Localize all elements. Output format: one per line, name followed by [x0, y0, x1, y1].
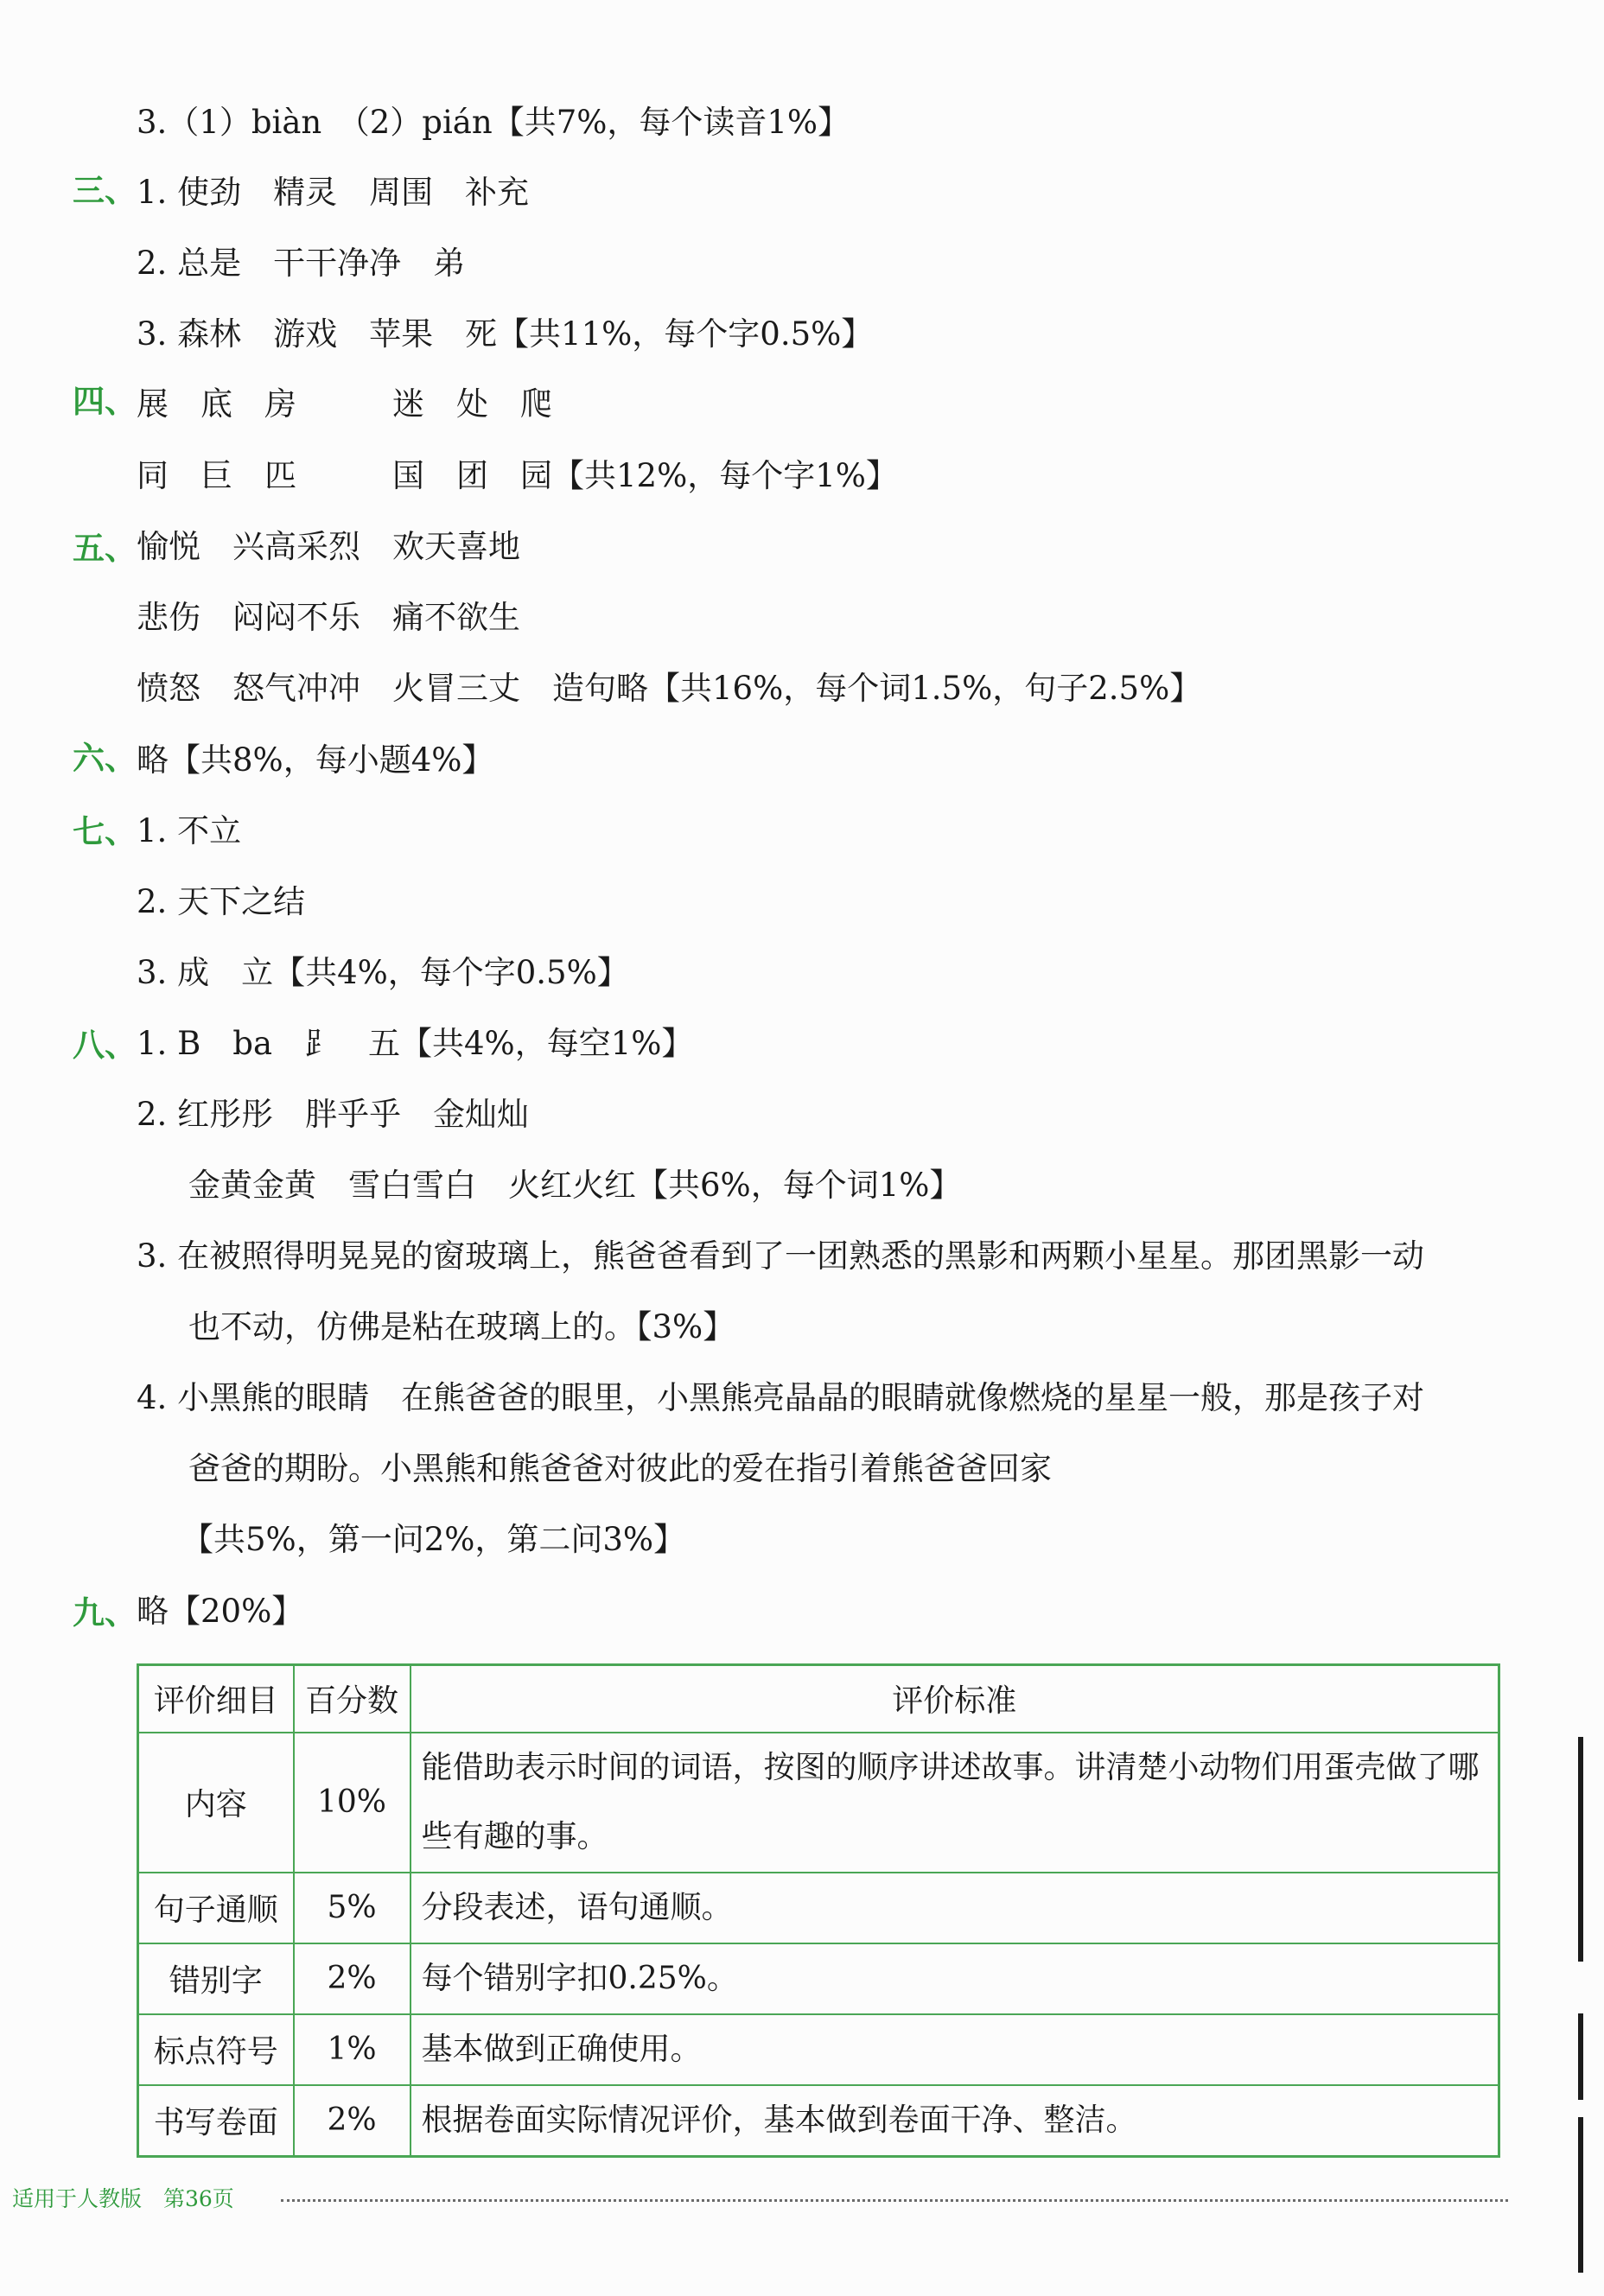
cell-percent: 2% [294, 2085, 411, 2157]
evaluation-table [137, 1663, 1500, 2158]
table-row [138, 1943, 1499, 2014]
cell-item: 内容 [138, 1733, 294, 1873]
answer-line: 略【20%】 [137, 1593, 304, 1630]
answer-line: 2. 红彤彤 胖乎乎 金灿灿 [137, 1096, 530, 1133]
header-standard: 评价标准 [411, 1665, 1499, 1733]
section-marker-9: 九、 [73, 1594, 137, 1631]
section-marker-8: 八、 [73, 1027, 137, 1064]
answer-line: 1. B ba ⻊ 五【共4%，每空1%】 [137, 1025, 694, 1062]
answer-line: 也不动，仿佛是粘在玻璃上的。【3%】 [188, 1308, 735, 1345]
answer-line: 略【共8%，每小题4%】 [137, 741, 494, 779]
answer-line: 2. 总是 干干净净 弟 [137, 245, 466, 282]
table-row [138, 1873, 1499, 1943]
answer-line: 展 底 房 迷 处 爬 [137, 385, 552, 423]
cell-standard: 能借助表示时间的词语，按图的顺序讲述故事。讲清楚小动物们用蛋壳做了哪些有趣的事。 [411, 1733, 1499, 1873]
section-marker-7: 七、 [73, 813, 137, 850]
cell-percent: 2% [294, 1943, 411, 2014]
answer-line: 爸爸的期盼。小黑熊和熊爸爸对彼此的爱在指引着熊爸爸回家 [188, 1450, 1052, 1487]
answer-line: 悲伤 闷闷不乐 痛不欲生 [137, 599, 520, 636]
answer-line: 4. 小黑熊的眼睛 在熊爸爸的眼里，小黑熊亮晶晶的眼睛就像燃烧的星星一般，那是孩子对 [137, 1379, 1425, 1416]
answer-line: 同 巨 匹 国 团 园【共12%，每个字1%】 [137, 457, 898, 494]
scan-edge-mark [1578, 1737, 1583, 1962]
cell-item: 句子通顺 [138, 1873, 294, 1943]
section-marker-3: 三、 [73, 172, 137, 209]
header-percent: 百分数 [294, 1665, 411, 1733]
cell-standard: 每个错别字扣0.25%。 [411, 1943, 1499, 2014]
answer-line: 1. 使劲 精灵 周围 补充 [137, 174, 530, 211]
cell-percent: 10% [294, 1733, 411, 1873]
cell-item: 错别字 [138, 1943, 294, 2014]
answer-line: 3. 森林 游戏 苹果 死【共11%，每个字0.5%】 [137, 315, 874, 353]
header-item: 评价细目 [138, 1665, 294, 1733]
cell-standard: 分段表述，语句通顺。 [411, 1873, 1499, 1943]
scan-edge-mark [1578, 2117, 1583, 2273]
table-row [138, 2014, 1499, 2085]
section-marker-6: 六、 [73, 740, 137, 777]
cell-percent: 1% [294, 2014, 411, 2085]
answer-line: 金黄金黄 雪白雪白 火红火红【共6%，每个词1%】 [188, 1167, 962, 1204]
table-header-row [138, 1665, 1499, 1733]
answer-line: 愤怒 怒气冲冲 火冒三丈 造句略【共16%，每个词1.5%，句子2.5%】 [137, 670, 1202, 707]
answer-line: 3.（1）biàn （2）pián【共7%，每个读音1%】 [137, 104, 850, 141]
answer-line: 愉悦 兴高采烈 欢天喜地 [137, 528, 520, 565]
table-row [138, 1733, 1499, 1873]
cell-item: 标点符号 [138, 2014, 294, 2085]
answer-line: 1. 不立 [137, 812, 242, 849]
answer-line: 3. 在被照得明晃晃的窗玻璃上，熊爸爸看到了一团熟悉的黑影和两颗小星星。那团黑影一动 [137, 1237, 1425, 1275]
cell-item: 书写卷面 [138, 2085, 294, 2157]
footer-divider [281, 2199, 1508, 2202]
section-marker-4: 四、 [73, 383, 137, 420]
section-marker-5: 五、 [73, 530, 137, 567]
answer-line: 2. 天下之结 [137, 883, 306, 920]
answer-line: 【共5%，第一问2%，第二问3%】 [181, 1521, 686, 1558]
answer-line: 3. 成 立【共4%，每个字0.5%】 [137, 954, 629, 991]
cell-standard: 根据卷面实际情况评价，基本做到卷面干净、整洁。 [411, 2085, 1499, 2157]
table-row [138, 2085, 1499, 2157]
cell-percent: 5% [294, 1873, 411, 1943]
page-footer: 适用于人教版 第36页 [12, 2186, 234, 2211]
scan-edge-mark [1578, 2013, 1583, 2100]
cell-standard: 基本做到正确使用。 [411, 2014, 1499, 2085]
